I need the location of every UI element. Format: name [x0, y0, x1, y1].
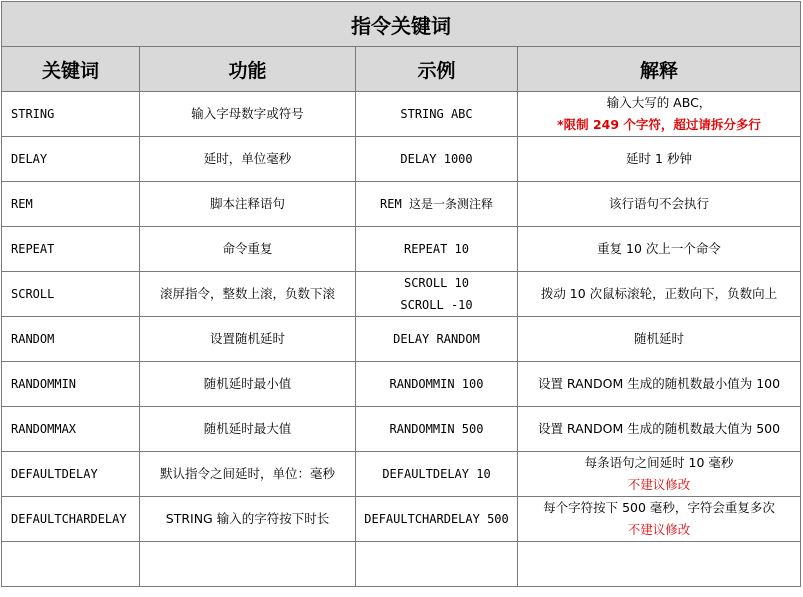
- explanation-text: 拨动 10 次鼠标滚轮，正数向下，负数向上: [540, 286, 778, 301]
- header-function: 功能: [140, 47, 356, 92]
- example-line: SCROLL 10: [403, 276, 470, 290]
- keyword-cell: DEFAULTCHARDELAY: [2, 497, 140, 542]
- example-cell: [356, 92, 518, 137]
- function-cell: 滚屏指令，整数上滚，负数下滚: [140, 272, 356, 317]
- explanation-text: 随机延时: [633, 331, 684, 346]
- explanation-cell: [518, 362, 801, 407]
- table-title: 指令关键词: [2, 2, 801, 47]
- example-line: DELAY RANDOM: [393, 332, 480, 346]
- explanation-cell: [518, 452, 801, 497]
- explanation-text: 输入大写的 ABC，: [606, 95, 712, 110]
- explanation-text: 重复 10 次上一个命令: [597, 241, 721, 256]
- keyword-cell: REPEAT: [2, 227, 140, 272]
- keyword-cell: STRING: [2, 92, 140, 137]
- keyword-cell: [2, 542, 140, 587]
- example-cell: [356, 317, 518, 362]
- example-line: DEFAULTCHARDELAY 500: [364, 512, 509, 526]
- command-keyword-table: [1, 1, 801, 587]
- function-cell: 输入字母数字或符号: [140, 92, 356, 137]
- function-cell: 设置随机延时: [140, 317, 356, 362]
- explanation-cell: [518, 137, 801, 182]
- table-row: [2, 272, 801, 317]
- explanation-cell: [518, 227, 801, 272]
- title-row: [2, 2, 801, 47]
- example-line: DEFAULTDELAY 10: [382, 467, 491, 481]
- warning-note: 不建议修改: [627, 522, 691, 537]
- keyword-cell: DEFAULTDELAY: [2, 452, 140, 497]
- header-explanation: 解释: [518, 47, 801, 92]
- header-keyword: 关键词: [2, 47, 140, 92]
- table-row: [2, 497, 801, 542]
- table-row: [2, 317, 801, 362]
- function-cell: 随机延时最小值: [140, 362, 356, 407]
- explanation-cell: [518, 407, 801, 452]
- table-row: [2, 137, 801, 182]
- explanation-cell: [518, 497, 801, 542]
- explanation-text: 每个字符按下 500 毫秒，字符会重复多次: [543, 500, 775, 515]
- table-row: [2, 542, 801, 587]
- explanation-text: 延时 1 秒钟: [626, 151, 692, 166]
- explanation-cell: [518, 317, 801, 362]
- function-cell: 延时，单位毫秒: [140, 137, 356, 182]
- example-line: REPEAT 10: [403, 242, 470, 256]
- keyword-cell: SCROLL: [2, 272, 140, 317]
- function-cell: [140, 542, 356, 587]
- example-line: REM 这是一条测注释: [380, 197, 493, 211]
- keyword-cell: RANDOM: [2, 317, 140, 362]
- example-line: DELAY 1000: [400, 152, 473, 166]
- example-cell: [356, 362, 518, 407]
- explanation-text: 设置 RANDOM 生成的随机数最大值为 500: [537, 421, 781, 436]
- example-cell: [356, 272, 518, 317]
- example-cell: [356, 137, 518, 182]
- header-row: [2, 47, 801, 92]
- explanation-cell: [518, 182, 801, 227]
- example-cell: [356, 182, 518, 227]
- example-cell: [356, 542, 518, 587]
- header-example: 示例: [356, 47, 518, 92]
- keyword-cell: DELAY: [2, 137, 140, 182]
- explanation-text: 每条语句之间延时 10 毫秒: [584, 455, 734, 470]
- example-cell: [356, 497, 518, 542]
- table-row: [2, 407, 801, 452]
- function-cell: 脚本注释语句: [140, 182, 356, 227]
- table-row: [2, 92, 801, 137]
- keyword-cell: REM: [2, 182, 140, 227]
- function-cell: STRING 输入的字符按下时长: [140, 497, 356, 542]
- table-row: [2, 227, 801, 272]
- example-line: STRING ABC: [400, 107, 473, 121]
- example-cell: [356, 407, 518, 452]
- warning-note: 不建议修改: [627, 477, 691, 492]
- table-row: [2, 452, 801, 497]
- explanation-cell: [518, 542, 801, 587]
- example-cell: [356, 227, 518, 272]
- example-line: RANDOMMIN 500: [389, 422, 484, 436]
- explanation-text: 该行语句不会执行: [608, 196, 709, 211]
- example-line: RANDOMMIN 100: [389, 377, 484, 391]
- table-row: [2, 362, 801, 407]
- explanation-cell: [518, 272, 801, 317]
- example-cell: [356, 452, 518, 497]
- example-line: SCROLL -10: [400, 298, 473, 312]
- explanation-cell: [518, 92, 801, 137]
- warning-note: *限制 249 个字符，超过请拆分多行: [557, 117, 761, 132]
- function-cell: 随机延时最大值: [140, 407, 356, 452]
- function-cell: 命令重复: [140, 227, 356, 272]
- keyword-cell: RANDOMMIN: [2, 362, 140, 407]
- table-row: [2, 182, 801, 227]
- explanation-text: 设置 RANDOM 生成的随机数最小值为 100: [537, 376, 781, 391]
- keyword-cell: RANDOMMAX: [2, 407, 140, 452]
- function-cell: 默认指令之间延时，单位：毫秒: [140, 452, 356, 497]
